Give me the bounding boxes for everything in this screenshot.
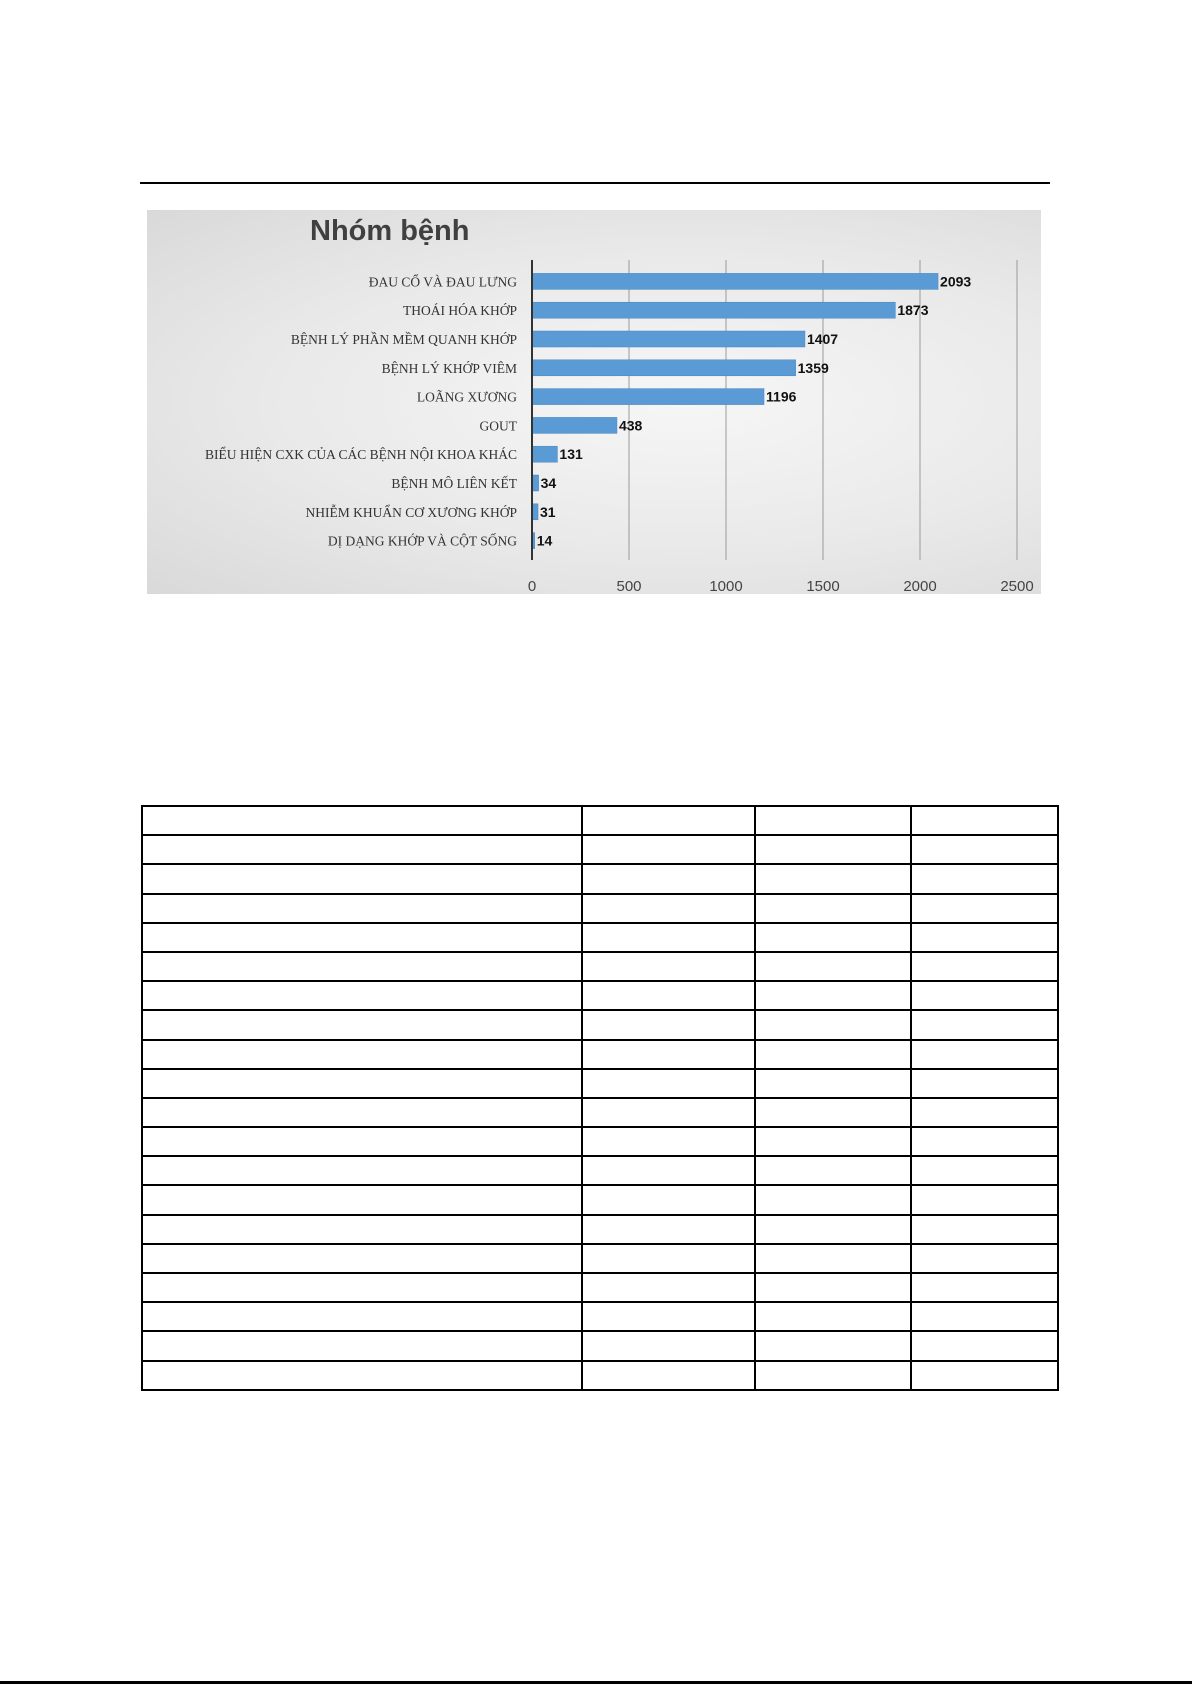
table-cell: [142, 835, 582, 864]
table-cell: [755, 835, 911, 864]
category-label: ĐAU CỔ VÀ ĐAU LƯNG: [368, 274, 517, 290]
bar: [532, 417, 617, 433]
table-row: [142, 981, 1058, 1010]
table-cell: [911, 1185, 1058, 1214]
table-cell: [582, 1331, 755, 1360]
table-cell: [582, 806, 755, 835]
table-row: [142, 1069, 1058, 1098]
table-cell: [911, 1040, 1058, 1069]
table-cell: [755, 1010, 911, 1039]
table-cell: [911, 1127, 1058, 1156]
table-cell: [911, 1302, 1058, 1331]
table-cell: [582, 981, 755, 1010]
bar: [532, 360, 796, 376]
table-cell: [911, 1069, 1058, 1098]
data-label: 34: [540, 475, 557, 491]
table-cell: [582, 1069, 755, 1098]
table-cell: [755, 952, 911, 981]
table-cell: [582, 864, 755, 893]
chart-panel: [147, 210, 1041, 594]
table-cell: [755, 1331, 911, 1360]
bar-chart: [147, 210, 1041, 594]
category-label: LOÃNG XƯƠNG: [416, 389, 517, 405]
category-label: BỆNH MÔ LIÊN KẾT: [391, 476, 517, 491]
table-cell: [142, 1127, 582, 1156]
bar: [532, 302, 895, 318]
table-cell: [582, 1185, 755, 1214]
table-cell: [755, 923, 911, 952]
table-cell: [142, 952, 582, 981]
table-cell: [142, 894, 582, 923]
table-cell: [142, 1069, 582, 1098]
bar: [532, 273, 938, 289]
table-cell: [911, 981, 1058, 1010]
category-label: THOÁI HÓA KHỚP: [403, 303, 517, 319]
table-cell: [142, 1302, 582, 1331]
table-row: [142, 952, 1058, 981]
data-label: 1407: [806, 331, 839, 347]
data-label: 1359: [797, 359, 829, 376]
data-label: 1196: [766, 388, 797, 405]
table-cell: [142, 1010, 582, 1039]
table-cell: [142, 923, 582, 952]
data-label: 14: [536, 532, 553, 549]
category-label: NHIỄM KHUẨN CƠ XƯƠNG KHỚP: [305, 504, 517, 520]
table-cell: [911, 1010, 1058, 1039]
table-cell: [755, 1185, 911, 1214]
table-cell: [582, 952, 755, 981]
bar: [532, 331, 805, 347]
table-cell: [582, 1098, 755, 1127]
table-row: [142, 1185, 1058, 1214]
table-row: [142, 894, 1058, 923]
table-cell: [911, 1215, 1058, 1244]
x-tick-label: 500: [616, 578, 642, 594]
table-cell: [142, 1215, 582, 1244]
table-row: [142, 806, 1058, 835]
table-cell: [582, 1361, 755, 1390]
table-row: [142, 864, 1058, 893]
table-cell: [911, 1156, 1058, 1185]
table-cell: [755, 1156, 911, 1185]
table-row: [142, 1361, 1058, 1390]
x-tick-label: 1500: [806, 578, 840, 594]
table-cell: [755, 1040, 911, 1069]
table-row: [142, 1273, 1058, 1302]
table-row: [142, 1331, 1058, 1360]
bar: [532, 446, 557, 462]
table-cell: [755, 981, 911, 1010]
table-cell: [142, 806, 582, 835]
x-tick-label: 2500: [1000, 578, 1034, 594]
table-cell: [142, 1185, 582, 1214]
table-cell: [911, 923, 1058, 952]
table-cell: [142, 1098, 582, 1127]
table-cell: [911, 1098, 1058, 1127]
table-cell: [755, 1215, 911, 1244]
table-cell: [142, 864, 582, 893]
table-cell: [582, 1302, 755, 1331]
table-cell: [911, 1331, 1058, 1360]
table-cell: [911, 864, 1058, 893]
x-tick-label: 2000: [903, 578, 937, 594]
table-cell: [582, 1156, 755, 1185]
data-label: 2093: [940, 273, 972, 290]
x-tick-label: 0: [527, 578, 537, 594]
category-label: BỆNH LÝ KHỚP VIÊM: [381, 360, 517, 376]
table-cell: [911, 835, 1058, 864]
table-cell: [582, 835, 755, 864]
table-cell: [142, 1156, 582, 1185]
chart-title: Nhóm bệnh: [310, 215, 470, 247]
table-cell: [755, 894, 911, 923]
table-cell: [142, 1361, 582, 1390]
table-cell: [911, 894, 1058, 923]
x-tick-label: 1000: [709, 578, 743, 594]
table-cell: [582, 1244, 755, 1273]
table-cell: [142, 1040, 582, 1069]
table-row: [142, 835, 1058, 864]
table-cell: [582, 1215, 755, 1244]
data-label: 1873: [897, 302, 929, 319]
table-cell: [142, 1331, 582, 1360]
table-row: [142, 1010, 1058, 1039]
table-cell: [911, 1273, 1058, 1302]
table-row: [142, 1244, 1058, 1273]
data-label: 31: [540, 503, 556, 520]
table-cell: [582, 923, 755, 952]
table-row: [142, 1156, 1058, 1185]
table-cell: [755, 1244, 911, 1273]
category-label: BỆNH LÝ PHẦN MỀM QUANH KHỚP: [290, 332, 517, 347]
table-cell: [755, 806, 911, 835]
table-cell: [755, 1302, 911, 1331]
table-cell: [582, 1127, 755, 1156]
table-cell: [755, 1361, 911, 1390]
table-cell: [582, 894, 755, 923]
table-cell: [142, 1273, 582, 1302]
category-label: GOUT: [479, 418, 517, 434]
table-row: [142, 1302, 1058, 1331]
bottom-rule: [0, 1681, 1192, 1684]
data-label: 131: [559, 446, 583, 463]
table-cell: [911, 1244, 1058, 1273]
category-label: BIỂU HIỆN CXK CỦA CÁC BỆNH NỘI KHOA KHÁC: [204, 447, 517, 463]
top-rule: [140, 182, 1050, 184]
category-label: DỊ DẠNG KHỚP VÀ CỘT SỐNG: [327, 533, 517, 549]
table-row: [142, 1098, 1058, 1127]
table-cell: [142, 981, 582, 1010]
table-cell: [582, 1040, 755, 1069]
table-cell: [755, 1127, 911, 1156]
table-cell: [582, 1273, 755, 1302]
data-table: [141, 805, 1059, 1391]
table-row: [142, 923, 1058, 952]
table-cell: [911, 952, 1058, 981]
table-cell: [755, 1098, 911, 1127]
table-cell: [755, 1069, 911, 1098]
table-cell: [755, 864, 911, 893]
table-row: [142, 1040, 1058, 1069]
table-cell: [755, 1273, 911, 1302]
table-cell: [142, 1244, 582, 1273]
data-label: 438: [618, 417, 643, 434]
table-row: [142, 1215, 1058, 1244]
table-cell: [911, 1361, 1058, 1390]
table-row: [142, 1127, 1058, 1156]
table-cell: [582, 1010, 755, 1039]
bar: [532, 389, 764, 405]
table-cell: [911, 806, 1058, 835]
